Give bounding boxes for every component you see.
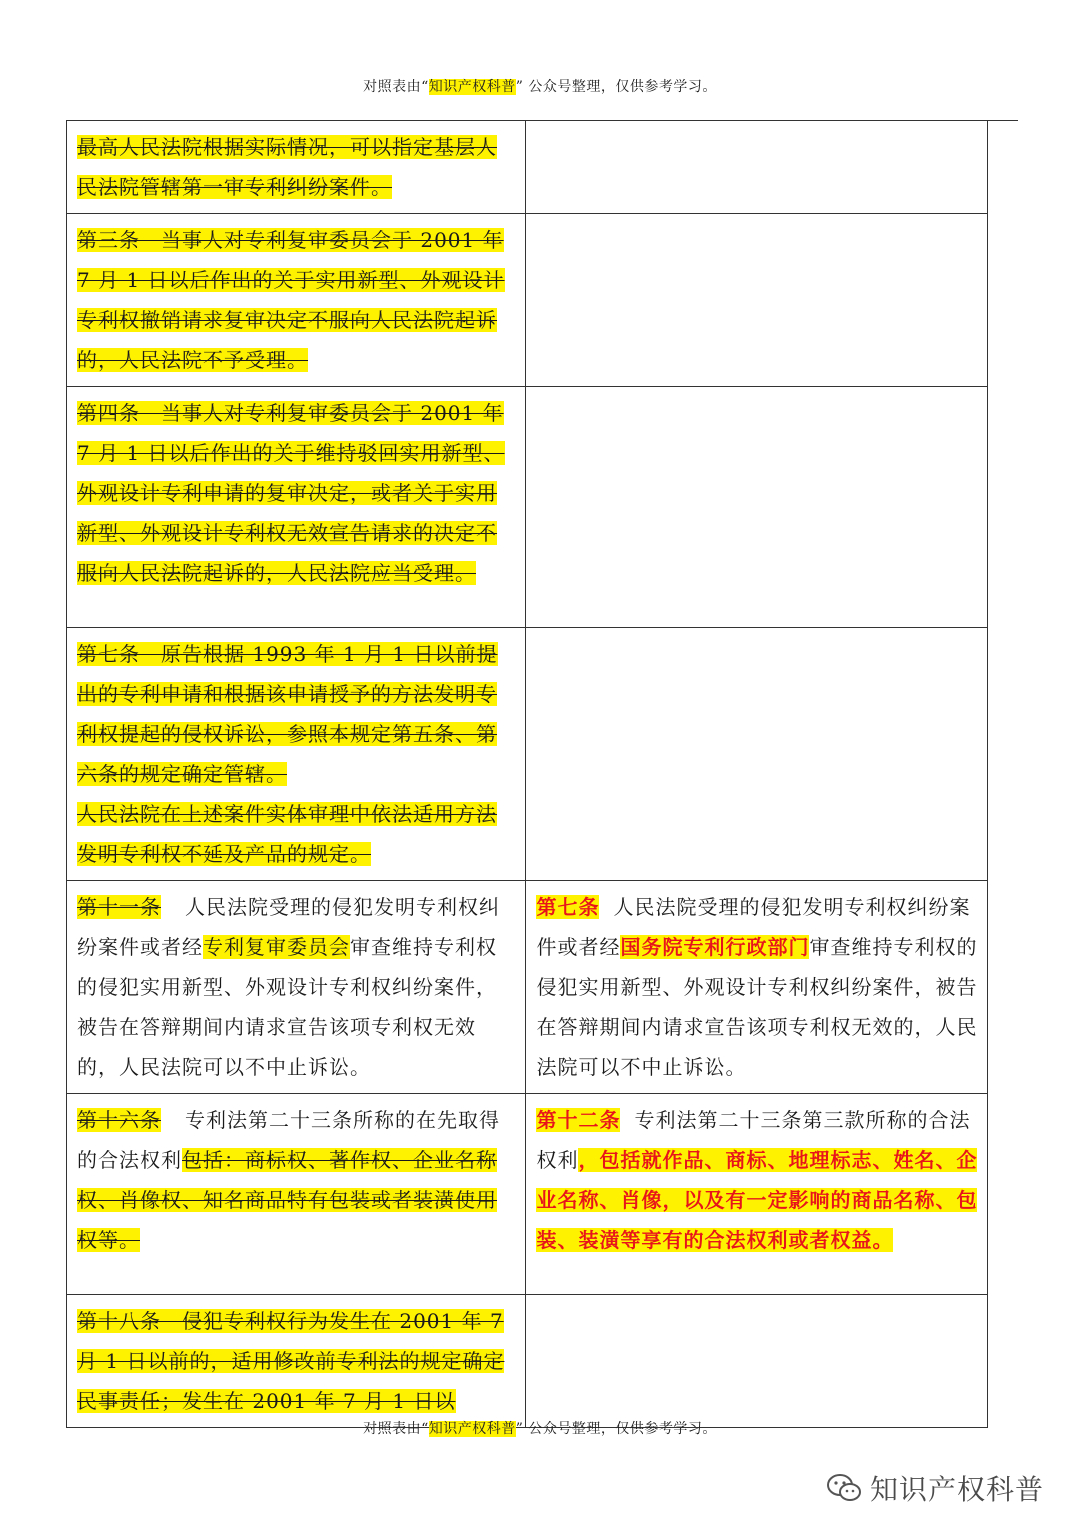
right-cell bbox=[526, 387, 988, 628]
right-cell bbox=[526, 881, 988, 1094]
header-note-suffix: ” 公众号整理，仅供参考学习。 bbox=[515, 79, 717, 95]
deleted-text: 第三条 当事人对专利复审委员会于 2001 年 7 月 1 日以后作出的关于实用新型、外观设计专利权撤销请求复审决定不服向人民法院起诉的，人民法院不予受理。 bbox=[77, 228, 505, 372]
deleted-text: 人民法院在上述案件实体审理中依法适用方法发明专利权不延及产品的规定。 bbox=[77, 802, 497, 866]
deleted-text: 包括：商标权、著作权、企业名称权、肖像权、知名商品特有包装或者装潢使用权等。 bbox=[77, 1148, 497, 1252]
article-label-new: 第十二条 bbox=[536, 1108, 621, 1132]
left-cell bbox=[67, 387, 526, 628]
article-label-new: 第七条 bbox=[536, 895, 600, 919]
right-cell bbox=[526, 628, 988, 881]
left-cell bbox=[67, 214, 526, 387]
header-note-highlight: 知识产权科普 bbox=[428, 79, 516, 95]
right-cell bbox=[526, 1094, 988, 1295]
wechat-watermark bbox=[826, 1468, 1044, 1508]
table-row bbox=[67, 628, 988, 881]
deleted-text: 第十八条 侵犯专利权行为发生在 2001 年 7 月 1 日以前的，适用修改前专利法的规定确定民事责任；发生在 2001 年 7 月 1 日以 bbox=[77, 1309, 505, 1413]
text: 专利法第二十三条所称的在先取得的合法权利 bbox=[77, 1108, 500, 1172]
changed-term-new: 国务院专利行政部门 bbox=[620, 935, 810, 959]
left-cell bbox=[67, 121, 526, 214]
deleted-text: 最高人民法院根据实际情况，可以指定基层人民法院管辖第一审专利纠纷案件。 bbox=[77, 135, 497, 199]
comparison-table bbox=[66, 120, 988, 1428]
footer-note-suffix: ” 公众号整理，仅供参考学习。 bbox=[515, 1421, 717, 1437]
text: 人民法院受理的侵犯发明专利权纠纷案件或者经 bbox=[77, 895, 500, 959]
left-cell bbox=[67, 1295, 526, 1428]
watermark-text: 知识产权科普 bbox=[869, 1473, 1044, 1506]
table-row bbox=[67, 1295, 988, 1428]
table-row bbox=[67, 214, 988, 387]
left-cell bbox=[67, 628, 526, 881]
added-text: ，包括就作品、商标、地理标志、姓名、企业名称、肖像，以及有一定影响的商品名称、包装、装潢等享有的合法权利或者权益。 bbox=[536, 1148, 978, 1252]
deleted-text: 第七条 原告根据 1993 年 1 月 1 日以前提出的专利申请和根据该申请授予的方法发明专利权提起的侵权诉讼，参照本规定第五条、第六条的规定确定管辖。 bbox=[77, 642, 498, 786]
header-note-prefix: 对照表由“ bbox=[363, 79, 429, 95]
footer-note bbox=[0, 1418, 1080, 1438]
right-cell bbox=[526, 121, 988, 214]
text: 审查维持专利权的侵犯实用新型、外观设计专利权纠纷案件，被告在答辩期间内请求宣告该项专利权无效的，人民法院可以不中止诉讼。 bbox=[77, 935, 497, 1079]
wechat-icon bbox=[826, 1473, 862, 1503]
text: 专利法第二十三条第三款所称的合法权利 bbox=[536, 1108, 971, 1172]
right-cell bbox=[526, 214, 988, 387]
footer-note-highlight: 知识产权科普 bbox=[428, 1421, 516, 1437]
text: 人民法院受理的侵犯发明专利权纠纷案件或者经 bbox=[536, 895, 971, 959]
table-row bbox=[67, 1094, 988, 1295]
left-cell bbox=[67, 881, 526, 1094]
changed-term-old: 专利复审委员会 bbox=[203, 935, 350, 959]
article-label-old: 第十六条 bbox=[77, 1108, 161, 1132]
table-row bbox=[67, 387, 988, 628]
footer-note-prefix: 对照表由“ bbox=[363, 1421, 429, 1437]
table-row bbox=[67, 121, 988, 214]
text: 审查维持专利权的侵犯实用新型、外观设计专利权纠纷案件，被告在答辩期间内请求宣告该项专利权无效的，人民法院可以不中止诉讼。 bbox=[536, 935, 978, 1079]
left-cell bbox=[67, 1094, 526, 1295]
table-row bbox=[67, 881, 988, 1094]
deleted-text: 第四条 当事人对专利复审委员会于 2001 年 7 月 1 日以后作出的关于维持驳回实用新型、外观设计专利申请的复审决定，或者关于实用新型、外观设计专利权无效宣告请求的决定不服向人民法院起诉的，人民法院应当受理。 bbox=[77, 401, 505, 585]
right-cell bbox=[526, 1295, 988, 1428]
header-note bbox=[0, 76, 1080, 96]
article-label-old: 第十一条 bbox=[77, 895, 161, 919]
